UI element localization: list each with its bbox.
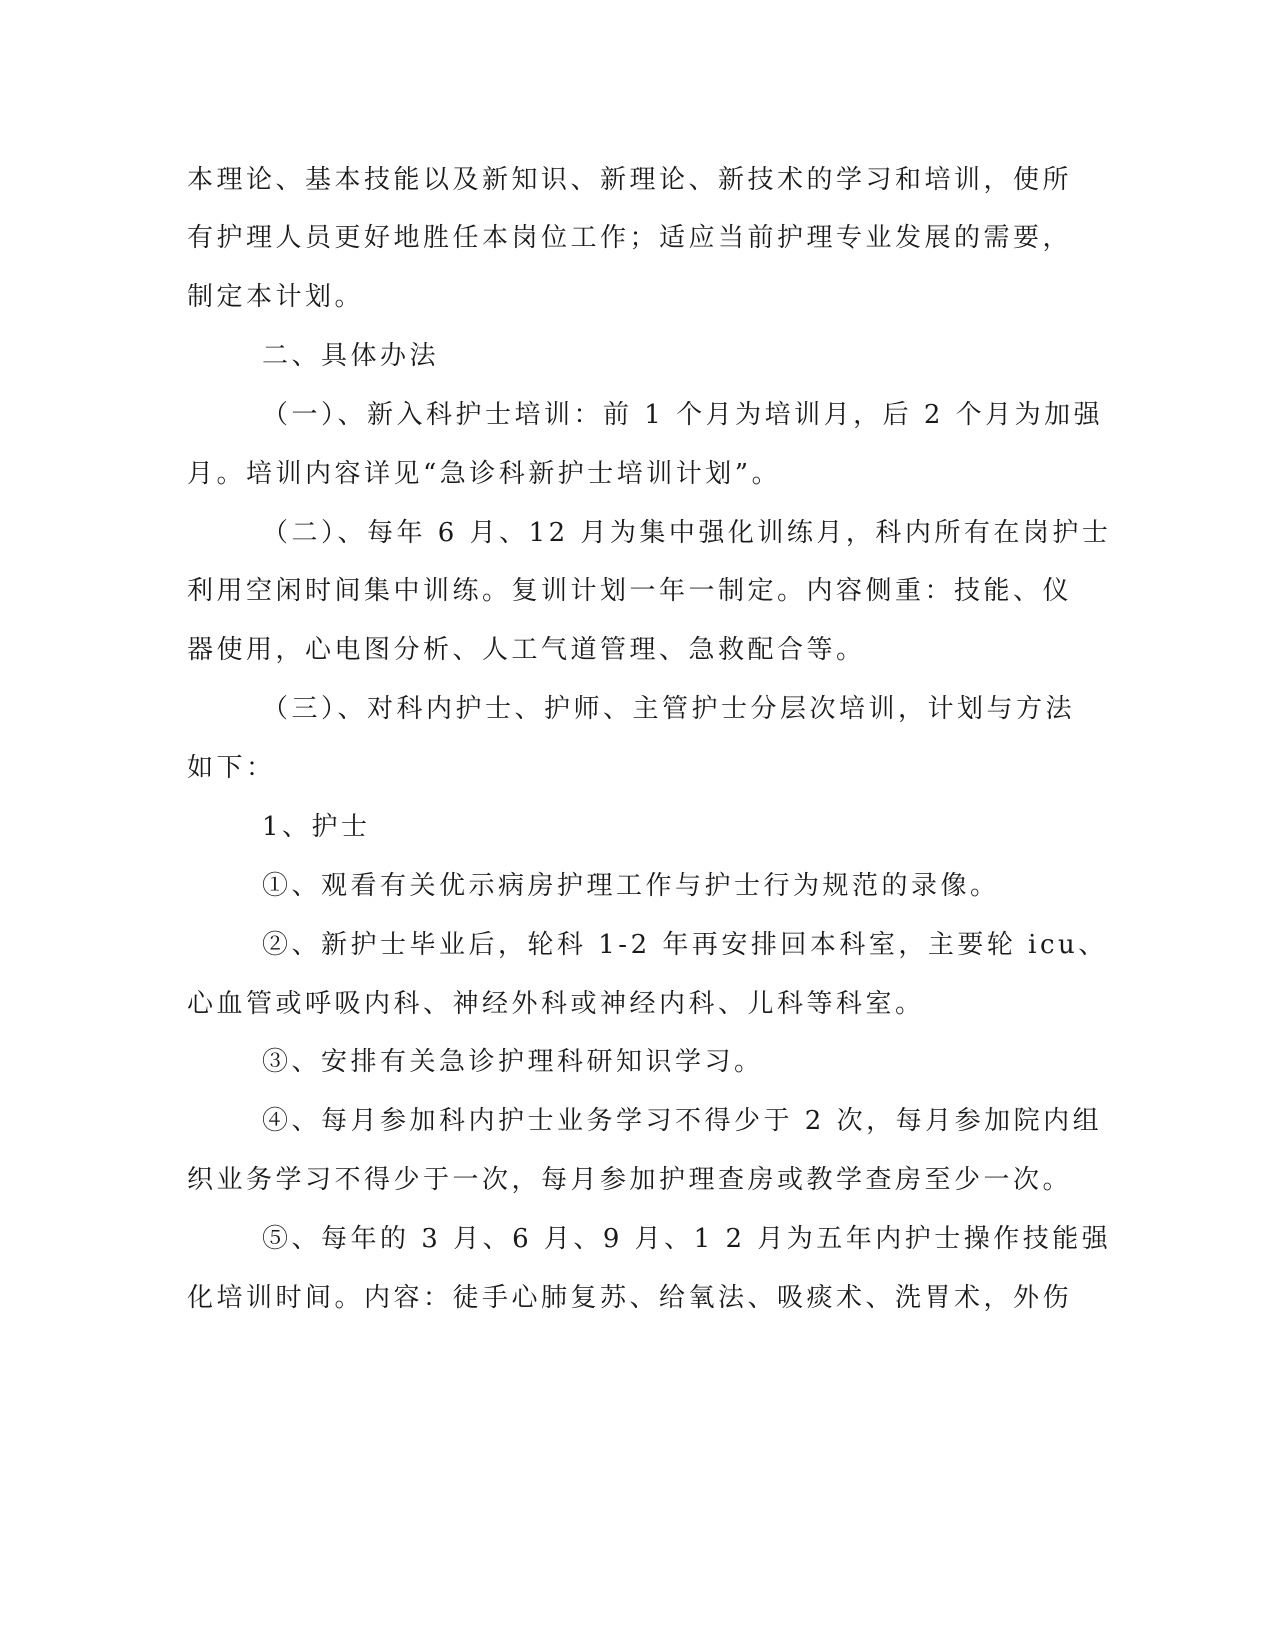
paragraph-line: 如下：: [187, 753, 276, 783]
paragraph-line: 织业务学习不得少于一次，每月参加护理查房或教学查房至少一次。: [187, 1165, 1073, 1195]
paragraph-line: 心血管或呼吸内科、神经外科或神经内科、儿科等科室。: [187, 989, 925, 1019]
list-item: ⑤、每年的 3 月、6 月、9 月、1 2 月为五年内护士操作技能强: [262, 1224, 1112, 1254]
paragraph-line: 化培训时间。内容：徒手心肺复苏、给氧法、吸痰术、洗胃术，外伤: [187, 1283, 1073, 1313]
paragraph-line: （三）、对科内护士、护师、主管护士分层次培训，计划与方法: [262, 694, 1076, 724]
section-heading: 二、具体办法: [262, 341, 440, 371]
paragraph-line: 利用空闲时间集中训练。复训计划一年一制定。内容侧重：技能、仪: [187, 576, 1073, 606]
paragraph-line: 月。培训内容详见“急诊科新护士培训计划”。: [187, 459, 782, 489]
list-item: ②、新护士毕业后，轮科 1-2 年再安排回本科室，主要轮 icu、: [262, 930, 1108, 960]
paragraph-line: 有护理人员更好地胜任本岗位工作；适应当前护理专业发展的需要，: [187, 223, 1073, 253]
list-item: ①、观看有关优示病房护理工作与护士行为规范的录像。: [262, 871, 1000, 901]
list-item: ④、每月参加科内护士业务学习不得少于 2 次，每月参加院内组: [262, 1106, 1103, 1136]
paragraph-line: （一）、新入科护士培训：前 1 个月为培训月，后 2 个月为加强: [262, 400, 1104, 430]
paragraph-line: 器使用，心电图分析、人工气道管理、急救配合等。: [187, 635, 866, 665]
paragraph-line: 本理论、基本技能以及新知识、新理论、新技术的学习和培训，使所: [187, 165, 1073, 195]
subsection-heading: 1、护士: [262, 812, 371, 842]
list-item: ③、安排有关急诊护理科研知识学习。: [262, 1047, 764, 1077]
paragraph-line: （二）、每年 6 月、12 月为集中强化训练月，科内所有在岗护士: [262, 518, 1112, 548]
paragraph-line: 制定本计划。: [187, 282, 365, 312]
